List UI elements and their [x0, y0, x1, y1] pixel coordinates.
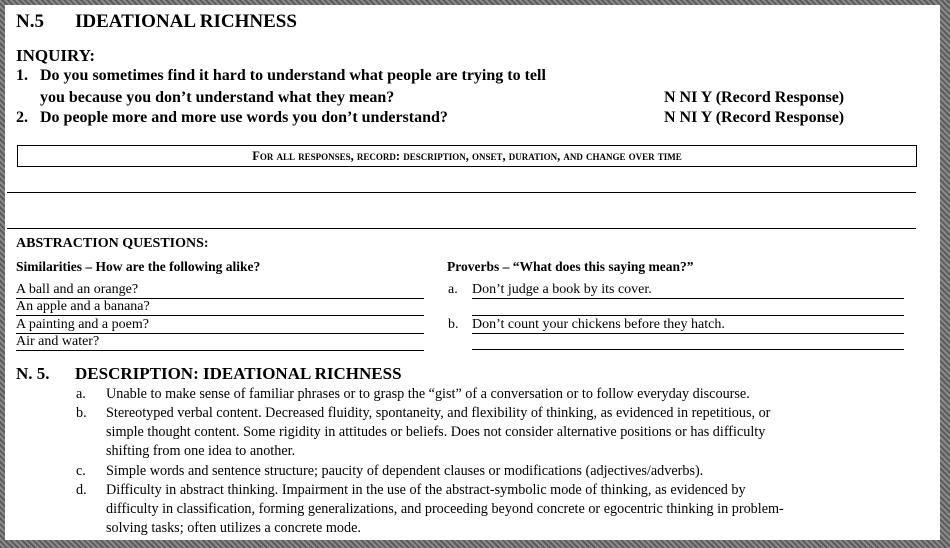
description-item: Simple words and sentence structure; paucity of dependent clauses or modifications (adjectives/adverbs). [106, 463, 704, 479]
inquiry-q2-line1: Do people more and more use words you don’t understand? [40, 109, 448, 126]
inquiry-q2-number: 2. [16, 109, 28, 126]
abstraction-heading: ABSTRACTION QUESTIONS: [16, 236, 209, 251]
similarities-heading: Similarities – How are the following alike? [16, 259, 261, 274]
similarity-item: Air and water? [16, 334, 424, 351]
section-title: IDEATIONAL RICHNESS [75, 11, 297, 32]
description-item-cont: difficulty in classification, forming generalizations, and proceeding beyond concrete or egocentric thinking in problem- [106, 501, 784, 517]
description-item-label: b. [76, 405, 87, 421]
inquiry-q2-response: N NI Y (Record Response) [664, 109, 845, 126]
description-number: N. 5. [16, 364, 50, 383]
description-item-label: c. [76, 463, 86, 479]
description-item-cont: shifting from one idea to another. [106, 443, 296, 459]
inquiry-q1-line1: Do you sometimes find it hard to understand what people are trying to tell [40, 67, 546, 84]
proverbs-heading: Proverbs – “What does this saying mean?” [447, 259, 694, 274]
document-sheet [5, 5, 940, 540]
inquiry-q1-number: 1. [16, 67, 28, 84]
inquiry-q1-line2: you because you don’t understand what they mean? [40, 89, 395, 106]
record-instruction-box [17, 145, 917, 167]
record-instruction: For all responses, record: description, onset, duration, and change over time [252, 149, 682, 163]
description-title: DESCRIPTION: IDEATIONAL RICHNESS [75, 364, 402, 383]
proverb-a-label: a. [448, 282, 458, 297]
proverb-answer-line[interactable] [472, 315, 904, 316]
description-item: Difficulty in abstract thinking. Impairment in the use of the abstract-symbolic mode of thinking, as evidenced by [106, 482, 746, 498]
similarity-item: An apple and a banana? [16, 299, 424, 316]
similarity-item: A painting and a poem? [16, 317, 424, 334]
description-item-cont: simple thought content. Some rigidity in attitudes or beliefs. Does not consider alternative positions or has difficulty [106, 424, 766, 440]
proverb-b-label: b. [448, 317, 459, 332]
similarity-item: A ball and an orange? [16, 282, 424, 299]
response-line[interactable] [7, 192, 916, 193]
section-number: N.5 [16, 11, 44, 32]
inquiry-heading: INQUIRY: [16, 46, 96, 65]
description-item-cont: solving tasks; often utilizes a concrete mode. [106, 520, 361, 536]
response-line[interactable] [7, 228, 916, 229]
proverb-item: Don’t judge a book by its cover. [472, 282, 904, 299]
proverb-answer-line[interactable] [472, 349, 904, 350]
proverb-item: Don’t count your chickens before they hatch. [472, 317, 904, 334]
inquiry-q1-response: N NI Y (Record Response) [664, 89, 845, 106]
description-item: Stereotyped verbal content. Decreased fluidity, spontaneity, and flexibility of thinking, as evidenced in repetitious, or [106, 405, 771, 421]
description-item-label: d. [76, 482, 87, 498]
description-item-label: a. [76, 386, 86, 402]
description-item: Unable to make sense of familiar phrases or to grasp the “gist” of a conversation or to follow everyday discourse. [106, 386, 750, 402]
